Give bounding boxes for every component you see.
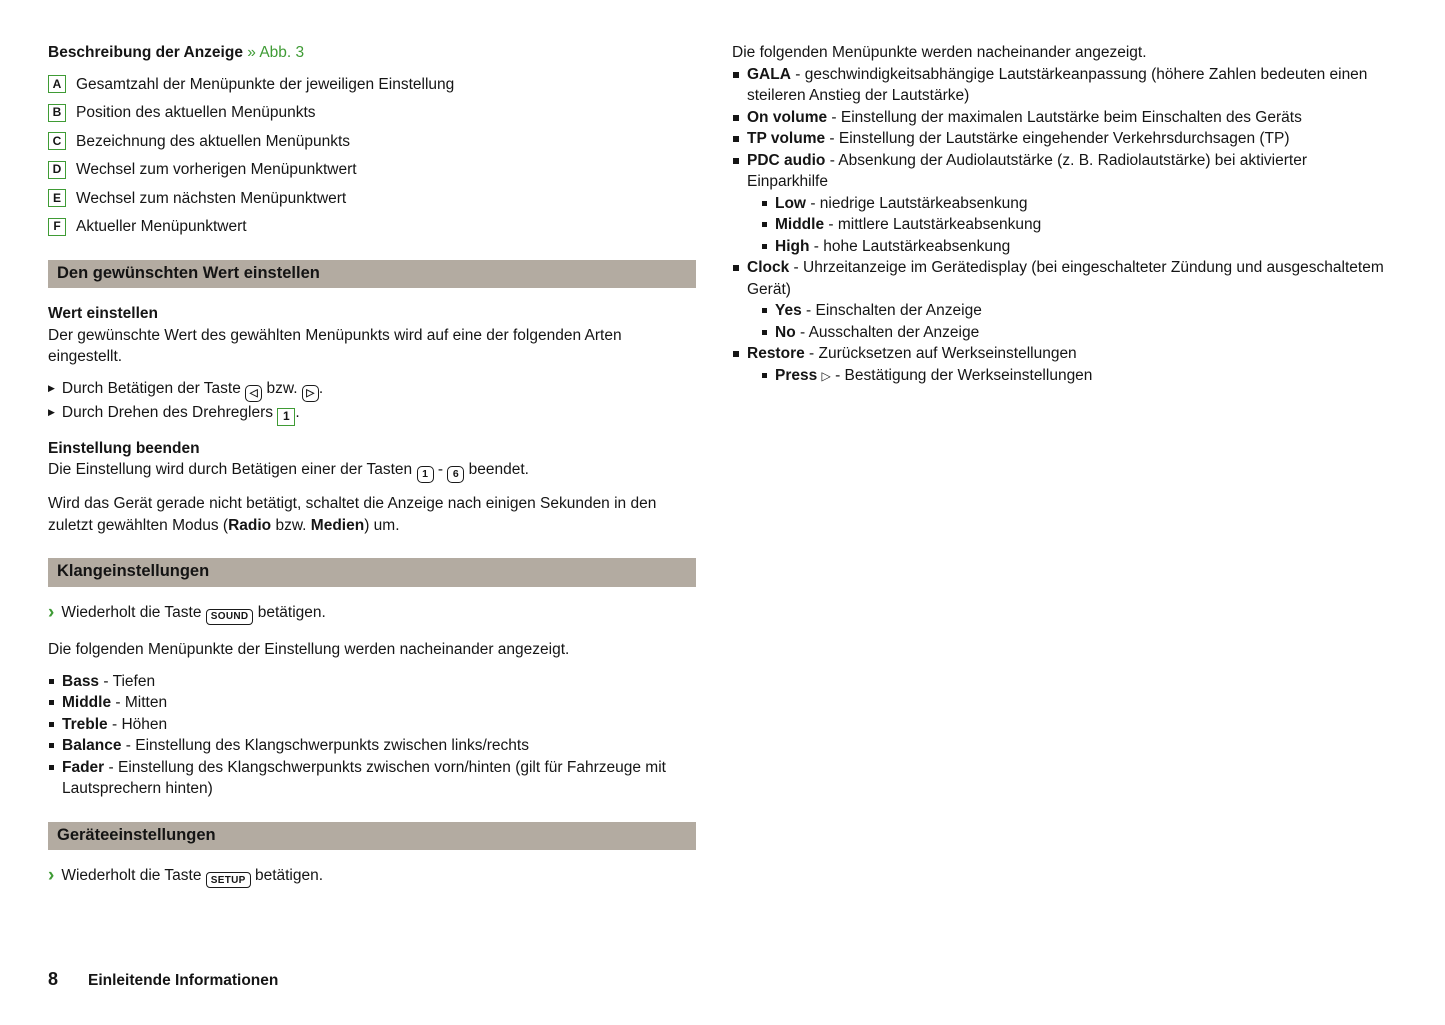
text: Die Einstellung wird durch Betätigen einer der Tasten [48,461,413,478]
menu-desc: - mittlere Lautstärkeabsenkung [828,216,1042,233]
section-title: Geräteeinstellungen [57,825,216,844]
list-item-clock [732,257,1384,343]
bullet-text: . [318,379,324,397]
next-value-button-icon: ▷ [302,385,319,402]
bullet-text: bzw. [266,379,298,397]
menu-term: Middle [62,694,112,711]
text: - [437,461,443,478]
callout-d-icon: D [48,161,66,179]
square-bullet-icon [762,222,767,227]
legend-text: Gesamtzahl der Menüpunkte der jeweiligen Einstellung [76,75,455,93]
mode-radio: Radio [228,516,272,534]
square-bullet-icon [49,743,54,748]
menu-desc: - niedrige Lautstärkeabsenkung [810,194,1028,212]
menu-term: Bass [62,672,100,690]
legend-text: Wechsel zum vorherigen Menüpunktwert [76,161,357,178]
square-bullet-icon [762,373,767,378]
menu-desc: - Einstellung der Lautstärke eingehender Verkehrsdurchsagen (TP) [829,130,1290,147]
sound-menu-list [48,671,696,800]
button-6-icon: 6 [447,466,464,483]
menu-term: Press [775,366,818,384]
previous-value-button-icon: ◁ [245,385,262,402]
menu-term: GALA [747,65,791,83]
menu-desc: - Uhrzeitanzeige im Gerätedisplay (bei eingeschalteter Zündung und ausgeschaltetem Gerät) [747,259,1384,298]
list-item-on-volume [732,107,1384,129]
sub-item-low [761,193,1384,215]
menu-desc: - Tiefen [103,672,156,690]
heading-text: Beschreibung der Anzeige [48,44,243,61]
section-title: Den gewünschten Wert einstellen [57,263,320,282]
section-title: Klangeinstellungen [57,562,210,581]
sub-item-no [761,322,1384,344]
square-bullet-icon [762,244,767,249]
callout-c-icon: C [48,132,66,150]
footer-chapter-title: Einleitende Informationen [88,972,279,989]
list-item-tp-volume [732,128,1384,150]
callout-e-icon: E [48,189,66,207]
bullet-text: . [295,403,300,421]
page-footer [48,969,278,992]
callout-f-icon: F [48,218,66,236]
text: Wird das Gerät gerade nicht betätigt, schaltet die Anzeige nach einigen Sekunden in den zuletzt gewählten Modus ( [48,495,657,534]
display-description-heading [48,42,696,64]
list-item-treble [48,714,696,736]
menu-desc: - Einstellung des Klangschwerpunkts zwischen vorn/hinten (gilt für Fahrzeuge mit Lautsprechern hinten) [62,758,666,797]
menu-desc: - Bestätigung der Werkseinstellungen [835,366,1093,384]
bullet-press-buttons [48,378,696,402]
legend-item-d [48,159,696,181]
step-press-setup [48,865,696,888]
paragraph: Der gewünschte Wert des gewählten Menüpunkts wird auf eine der folgenden Arten eingestellt. [48,326,622,365]
mode-medien: Medien [310,516,365,534]
section-header-device-settings [48,822,696,851]
page-number: 8 [48,969,59,989]
legend-item-a [48,74,696,96]
subheading-einstellung-beenden: Einstellung beenden [48,439,200,457]
list-item-bass [48,671,696,693]
triangle-bullet-icon: ▶ [48,382,55,393]
square-bullet-icon [762,201,767,206]
legend-item-f [48,216,696,238]
menu-term: TP volume [747,130,826,147]
text: ) um. [364,516,400,534]
square-bullet-icon [49,679,54,684]
legend-item-b [48,102,696,124]
menu-term: High [775,237,810,255]
menu-desc: - Höhen [111,715,168,733]
section-header-sound-settings [48,558,696,587]
square-bullet-icon [762,308,767,313]
square-bullet-icon [733,136,739,142]
menu-desc: - Absenkung der Audiolautstärke (z. B. Radiolautstärke) bei aktivierter Einparkhilfe [747,151,1307,190]
menu-desc: - Einstellung der maximalen Lautstärke beim Einschalten des Geräts [831,108,1302,126]
pdc-audio-sublist [761,193,1384,258]
legend-text: Wechsel zum nächsten Menüpunktwert [76,189,347,207]
bullet-turn-knob [48,402,696,426]
menu-term: On volume [747,108,828,126]
menu-term: PDC audio [747,151,826,169]
menu-desc: - hohe Lautstärkeabsenkung [813,237,1011,255]
bullet-text: Durch Betätigen der Taste [61,379,241,397]
menu-term: Fader [62,758,105,776]
step-text: Wiederholt die Taste [61,867,202,884]
step-text: betätigen. [254,867,324,884]
square-bullet-icon [733,158,739,164]
menu-term: Middle [775,216,825,233]
step-chevron-icon: › [48,601,55,623]
sub-item-press [761,365,1384,388]
list-item-fader [48,757,696,800]
square-bullet-icon [49,700,54,705]
paragraph-sound-menu-intro: Die folgenden Menüpunkte der Einstellung werden nacheinander angezeigt. [48,641,570,658]
restore-sublist [761,365,1384,388]
step-text: Wiederholt die Taste [61,603,202,621]
callout-a-icon: A [48,75,66,93]
section-header-set-value [48,260,696,289]
menu-desc: - Mitten [115,694,168,711]
paragraph-timeout-note [48,493,696,536]
menu-desc: - Einschalten der Anzeige [806,302,982,319]
list-item-pdc-audio [732,150,1384,258]
sub-item-yes [761,300,1384,322]
menu-desc: - Einstellung des Klangschwerpunkts zwischen links/rechts [125,737,529,754]
bullet-text: Durch Drehen des Drehreglers [61,403,273,421]
display-legend-list [48,74,696,238]
step-press-sound [48,602,696,625]
setup-menu-list [732,64,1384,388]
square-bullet-icon [49,765,54,770]
square-bullet-icon [733,72,739,78]
sound-button-icon: SOUND [206,609,254,625]
legend-item-e [48,188,696,210]
menu-term: Restore [747,345,805,362]
square-bullet-icon [762,330,767,335]
knob-1-icon: 1 [277,408,295,426]
step-chevron-icon: › [48,865,55,886]
menu-term: Low [775,194,806,212]
menu-desc: - geschwindigkeitsabhängige Lautstärkeanpassung (höhere Zahlen bedeuten einen steileren Anstieg der Lautstärke) [747,65,1368,104]
two-column-layout [48,42,1445,902]
list-item-restore [732,343,1384,387]
menu-term: Balance [62,737,122,754]
paragraph-end-setting [48,459,696,483]
text: beendet. [468,461,529,478]
menu-desc: - Ausschalten der Anzeige [799,323,980,341]
menu-term: Treble [62,715,108,733]
step-text: betätigen. [257,603,326,621]
square-bullet-icon [733,351,739,357]
figure-reference-link[interactable]: » Abb. 3 [247,44,305,61]
legend-text: Aktueller Menüpunktwert [76,218,247,235]
clock-sublist [761,300,1384,343]
press-triangle-icon: ▷ [821,368,831,383]
square-bullet-icon [733,115,739,121]
list-item-balance [48,735,696,757]
paragraph-setup-menu-intro: Die folgenden Menüpunkte werden nacheinander angezeigt. [732,44,1147,61]
legend-text: Position des aktuellen Menüpunkts [76,104,316,121]
square-bullet-icon [733,265,739,271]
menu-term: No [775,323,796,341]
square-bullet-icon [49,722,54,727]
menu-desc: - Zurücksetzen auf Werkseinstellungen [809,345,1077,362]
menu-term: Yes [775,302,802,319]
legend-text: Bezeichnung des aktuellen Menüpunkts [76,132,351,150]
setup-button-icon: SETUP [206,872,251,888]
legend-item-c [48,131,696,153]
text: bzw. [271,516,311,534]
triangle-bullet-icon: ▶ [48,406,55,417]
left-column [48,42,696,902]
callout-b-icon: B [48,104,66,122]
button-1-icon: 1 [417,466,434,483]
subheading-wert-einstellen: Wert einstellen [48,305,158,322]
list-item-middle [48,692,696,714]
sub-item-high [761,236,1384,258]
menu-term: Clock [747,259,790,276]
right-column [732,42,1384,902]
sub-item-middle [761,214,1384,236]
list-item-gala [732,64,1384,107]
